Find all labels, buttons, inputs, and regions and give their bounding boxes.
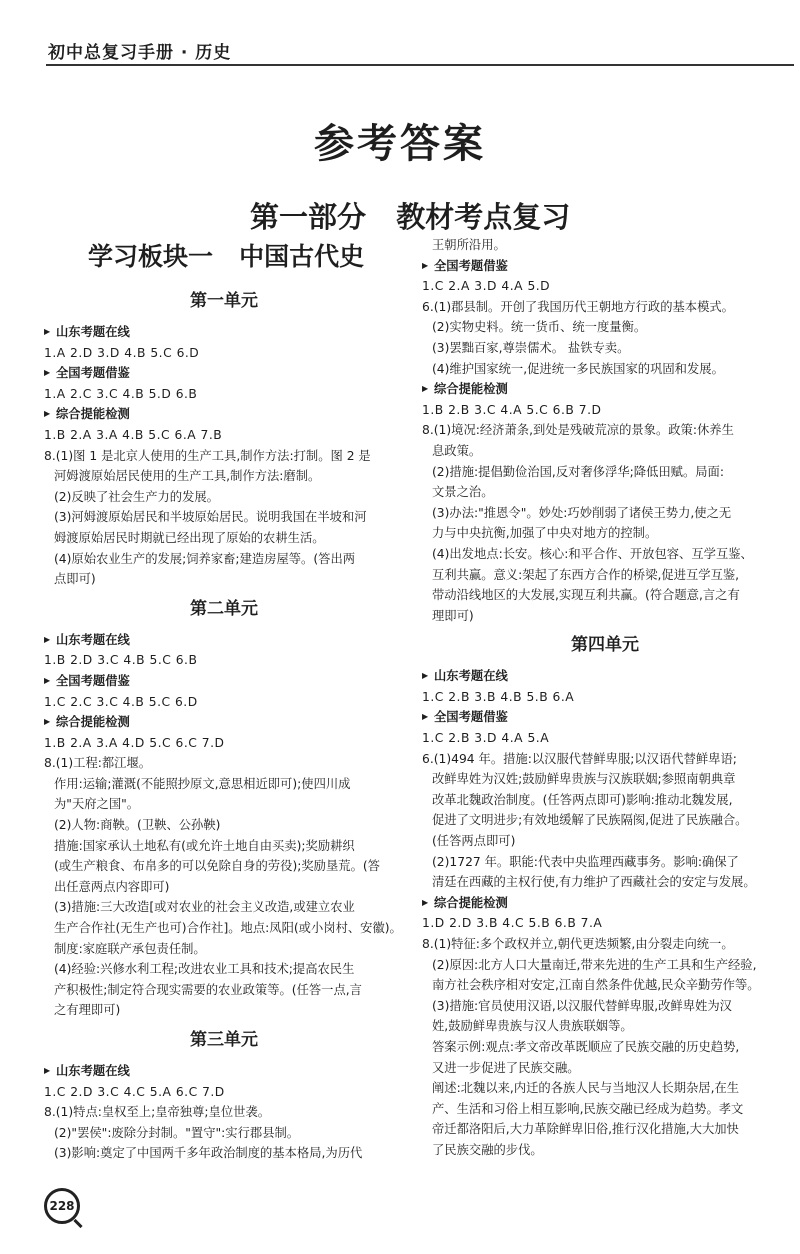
section-heading: ▶ 综合提能检测	[422, 379, 788, 400]
unit-heading: 第四单元	[571, 635, 639, 656]
answer-text: 帝迁都洛阳后,大力革除鲜卑旧俗,推行汉化措施,大大加快	[432, 1122, 739, 1137]
answer-text: 阐述:北魏以来,内迁的各族人民与当地汉人长期杂居,在生	[432, 1081, 740, 1096]
answer-text: 8.(1)工程:都江堰。	[44, 756, 152, 771]
answer-list: 1.C 2.A 3.D 4.A 5.D	[422, 279, 551, 294]
answer-list: 1.A 2.C 3.C 4.B 5.D 6.B	[44, 386, 198, 401]
unit-heading: 第二单元	[190, 598, 258, 619]
answer-text: 之有理即可)	[54, 1003, 121, 1018]
answer-text: (2)措施:提倡勤俭治国,反对奢侈浮华;降低田赋。局面:	[432, 464, 724, 479]
answer-text: 河姆渡原始居民使用的生产工具,制作方法:磨制。	[54, 469, 321, 484]
right-column	[422, 235, 788, 1161]
answer-text: (3)措施:官员使用汉语,以汉服代替鲜卑服,改鲜卑姓为汉	[432, 998, 732, 1013]
answer-list: 1.B 2.A 3.A 4.B 5.C 6.A 7.B	[44, 427, 223, 442]
answer-list: 1.B 2.D 3.C 4.B 5.C 6.B	[44, 653, 198, 668]
answer-text: (2)人物:商鞅。(卫鞅、公孙鞅)	[54, 818, 221, 833]
answer-text: 文景之治。	[432, 485, 494, 500]
answer-text: (2)原因:北方人口大量南迁,带来先进的生产工具和生产经验,	[432, 957, 757, 972]
answer-text: 产积极性;制定符合现实需要的农业政策等。(任答一点,言	[54, 982, 362, 997]
section-heading: ▶ 全国考题借鉴	[44, 671, 404, 692]
unit-heading: 第一单元	[190, 291, 258, 311]
answer-text: 为"天府之国"。	[54, 797, 140, 812]
answer-text: 点即可)	[54, 572, 96, 587]
answer-text: (4)经验:兴修水利工程;改进农业工具和技术;提高农民生	[54, 962, 355, 977]
answer-text: 改革北魏政治制度。(任答两点即可)影响:推动北魏发展,	[432, 792, 733, 807]
part-title: 第一部分 教材考点复习	[250, 200, 571, 234]
answer-text: 促进了文明进步;有效地缓解了民族隔阂,促进了民族融合。	[432, 813, 748, 828]
running-header: 初中总复习手册 · 历史	[48, 43, 232, 63]
section-heading: ▶ 山东考题在线	[44, 322, 404, 343]
section-heading: ▶ 综合提能检测	[422, 893, 788, 914]
answer-text: 力与中央抗衡,加强了中央对地方的控制。	[432, 526, 658, 541]
answer-text: 息政策。	[432, 443, 482, 458]
section-heading: ▶ 全国考题借鉴	[422, 707, 788, 728]
answer-list: 1.C 2.B 3.D 4.A 5.A	[422, 731, 550, 746]
answer-text: 8.(1)图 1 是北京人使用的生产工具,制作方法:打制。图 2 是	[44, 448, 371, 463]
answer-text: 南方社会秩序相对安定,江南自然条件优越,民众辛勤劳作等。	[432, 978, 760, 993]
answer-text: 答案示例:观点:孝文帝改革既顺应了民族交融的历史趋势,	[432, 1039, 740, 1054]
answer-text: (3)罢黜百家,尊崇儒术。 盐铁专卖。	[432, 340, 630, 355]
left-column	[44, 282, 404, 1164]
answer-text: 6.(1)郡县制。开创了我国历代王朝地方行政的基本模式。	[422, 299, 734, 314]
answer-text: 出任意两点内容即可)	[54, 879, 170, 894]
answer-text: (2)"罢侯":废除分封制。"置守":实行郡县制。	[54, 1125, 300, 1140]
answer-list: 1.C 2.D 3.C 4.C 5.A 6.C 7.D	[44, 1084, 225, 1099]
answer-text: (2)1727 年。职能:代表中央监理西藏事务。影响:确保了	[432, 854, 739, 869]
answer-text: 作用:运输;灌溉(不能照抄原文,意思相近即可);使四川成	[54, 776, 351, 791]
answer-text: 姓,鼓励鲜卑贵族与汉人贵族联姻等。	[432, 1019, 633, 1034]
answer-text: 改鲜卑姓为汉姓;鼓励鲜卑贵族与汉族联姻;参照南朝典章	[432, 772, 736, 787]
answer-text: 6.(1)494 年。措施:以汉服代替鲜卑服;以汉语代替鲜卑语;	[422, 751, 737, 766]
answer-text: 8.(1)境况:经济萧条,到处是残破荒凉的景象。政策:休养生	[422, 423, 734, 438]
section-heading: ▶ 综合提能检测	[44, 712, 404, 733]
header-rule	[46, 64, 794, 66]
answer-text: (3)办法:"推恩令"。妙处:巧妙削弱了诸侯王势力,使之无	[432, 505, 732, 520]
answer-text: (4)出发地点:长安。核心:和平合作、开放包容、互学互鉴、	[432, 546, 753, 561]
section-heading: ▶ 山东考题在线	[44, 630, 404, 651]
section-heading: ▶ 综合提能检测	[44, 404, 404, 425]
section-heading: ▶ 全国考题借鉴	[44, 363, 404, 384]
answer-text: (3)影响:奠定了中国两千多年政治制度的基本格局,为历代	[54, 1146, 363, 1161]
section-heading: ▶ 山东考题在线	[422, 666, 788, 687]
answer-text: 姆渡原始居民时期就已经出现了原始的农耕生活。	[54, 530, 325, 545]
answer-list: 1.A 2.D 3.D 4.B 5.C 6.D	[44, 345, 200, 360]
answer-list: 1.B 2.B 3.C 4.A 5.C 6.B 7.D	[422, 402, 602, 417]
answer-text: 理即可)	[432, 608, 474, 623]
answer-text: 措施:国家承认土地私有(或允许土地自由买卖);奖励耕织	[54, 838, 355, 853]
answer-text: 8.(1)特征:多个政权并立,朝代更迭频繁,由分裂走向统一。	[422, 937, 734, 951]
section-heading: ▶ 全国考题借鉴	[422, 256, 788, 277]
answer-text: (任答两点即可)	[432, 834, 516, 849]
answer-text: 互利共赢。意义:架起了东西方合作的桥梁,促进互学互鉴,	[432, 567, 740, 582]
block-title: 学习板块一 中国古代史	[88, 242, 365, 271]
answer-text: (2)实物史料。统一货币、统一度量衡。	[432, 320, 647, 335]
answer-list: 1.C 2.C 3.C 4.B 5.C 6.D	[44, 694, 198, 709]
answer-list: 1.B 2.A 3.A 4.D 5.C 6.C 7.D	[44, 735, 225, 750]
answer-text: 8.(1)特点:皇权至上;皇帝独尊;皇位世袭。	[44, 1105, 271, 1120]
answer-text: 制度:家庭联产承包责任制。	[54, 941, 206, 956]
page-number-badge	[44, 1188, 80, 1224]
answer-text: (2)反映了社会生产力的发展。	[54, 489, 219, 504]
answer-text: 生产合作社(无生产也可)合作社]。地点:凤阳(或小岗村、安徽)。	[54, 921, 402, 936]
document-title: 参考答案	[314, 120, 486, 167]
answer-text: 又进一步促进了民族交融。	[432, 1060, 580, 1075]
answer-list: 1.C 2.B 3.B 4.B 5.B 6.A	[422, 689, 575, 704]
answer-text: (4)维护国家统一,促进统一多民族国家的巩固和发展。	[432, 361, 724, 376]
answer-text: 王朝所沿用。	[432, 238, 506, 252]
answer-text: 了民族交融的步伐。	[432, 1142, 543, 1157]
answer-text: 清廷在西藏的主权行使,有力维护了西藏社会的安定与发展。	[432, 875, 756, 890]
answer-text: 产、生活和习俗上相互影响,民族交融已经成为趋势。孝文	[432, 1101, 744, 1116]
answer-text: (3)措施:三大改造[或对农业的社会主义改造,或建立农业	[54, 900, 355, 915]
answer-text: (4)原始农业生产的发展;饲养家畜;建造房屋等。(答出两	[54, 551, 356, 566]
answer-text: (或生产粮食、布帛多的可以免除自身的劳役);奖励垦荒。(答	[54, 859, 380, 874]
section-heading: ▶ 山东考题在线	[44, 1061, 404, 1082]
answer-text: 带动沿线地区的大发展,实现互利共赢。(符合题意,言之有	[432, 588, 740, 603]
page-number: 228	[49, 1199, 75, 1213]
answer-text: (3)河姆渡原始居民和半坡原始居民。说明我国在半坡和河	[54, 510, 367, 525]
unit-heading: 第三单元	[190, 1030, 258, 1050]
answer-list: 1.D 2.D 3.B 4.C 5.B 6.B 7.A	[422, 916, 603, 931]
